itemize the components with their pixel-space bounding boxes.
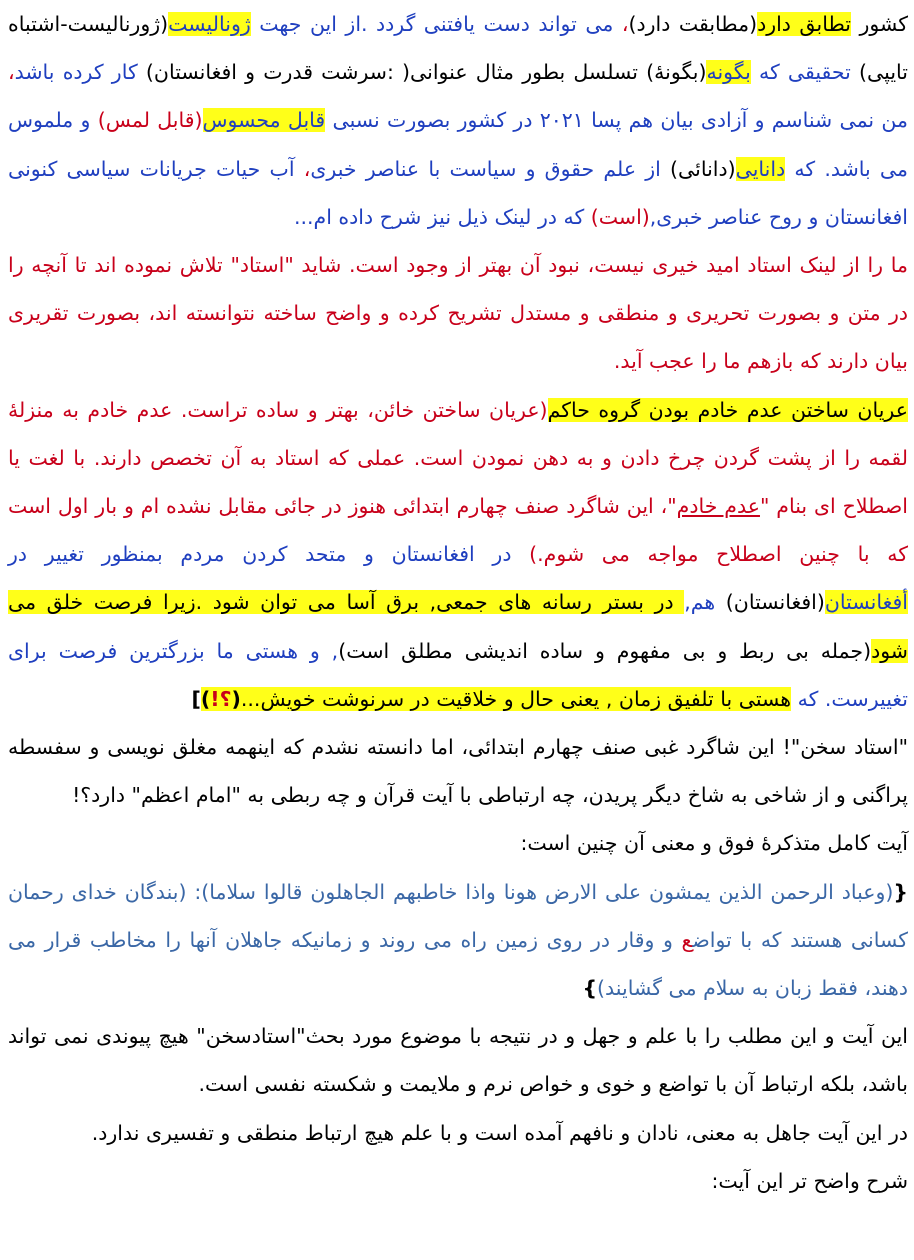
paragraph <box>8 386 908 723</box>
highlighted-text: أفغانستان <box>824 590 908 615</box>
highlighted-text: دانایی <box>735 156 786 181</box>
text-segment: آب حیات جریانات سیاسی کنونی افغانستان و روح عناصر خبری, <box>8 156 908 229</box>
highlighted-text: ( <box>231 686 241 711</box>
highlighted-text: ؟! <box>210 686 232 711</box>
highlighted-text: تطابق دارد <box>757 12 851 36</box>
text-segment: کار کرده باشد <box>14 60 146 85</box>
text-segment: ما را از لینک استاد امید خیری نیست، نبود آن بهتر از وجود است. شاید "استاد" تلاش نموده اند تا آنچه را در متن و بصورت تحریری و منطقی و مستدل تشریح کرده و واضح ساخته نتوانسته اند، بصورت تقریری بیان دارند که بازهم ما را عجب آید. <box>8 253 908 374</box>
text-segment: از علم حقوق و سیاست با عناصر خبری <box>310 156 671 181</box>
text-segment: تسلسل بطور مثال عنوانی( :سرشت قدرت و افغانستان) <box>145 60 647 85</box>
text-segment: و وقار در روی زمین راه می روند و زمانیکه جاهلان آنها را مخاطب قرار می دهند، فقط زبان به سلام می گشایند) <box>8 927 908 1001</box>
text-segment: در این آیت جاهل به معنی، نادان و نافهم آمده است و با علم هیچ ارتباط منطقی و تفسیری ندارد. <box>91 1120 908 1145</box>
text-segment: ع <box>681 927 693 952</box>
text-segment: شرح واضح تر این آیت: <box>711 1168 908 1193</box>
text-segment: با لغت یا اصطلاح ای بنام " <box>8 445 908 519</box>
text-segment: (بگونهٔ) <box>646 60 707 85</box>
text-segment: و ملموس می باشد. که <box>8 108 908 181</box>
paragraph <box>8 241 908 386</box>
text-segment: (عریان ساختن خائن، بهتر و ساده تراست. عدم خادم به منزلهٔ لقمه را از پشت گردن چرخ دادن و به دهن نمودن است. عملی که استاد به آن تخصص دارند. <box>8 397 908 470</box>
paragraph <box>8 0 908 241</box>
text-segment: این آیت و این مطلب را با علم و جهل و در نتیجه با موضوع مورد بحث"استادسخن" هیچ پیوندی نمی تواند باشد، بلکه ارتباط آن با تواضع و خوی و خواص نرم و ملایمت و شکسته نفسی است. <box>8 1024 908 1097</box>
text-segment: ، <box>294 156 311 181</box>
text-segment: , و هستی ما بزرگترین فرصت برای تغییرست. که <box>8 638 908 711</box>
text-segment: (وعباد الرحمن الذین یمشون علی الارض هونا واذا خاطبهم الجاهلون قالوا سلاما): (بندگان خدای رحمان کسانی هستند که با تواض <box>8 879 908 952</box>
text-segment: تحقیقی که <box>750 60 860 85</box>
highlighted-text: در بستر رسانه های جمعی, برق آسا می توان شود .زیرا فرصت خلق می شود <box>8 590 908 663</box>
text-segment: (ژورنالیست-اشتباه تایپی) <box>8 12 908 85</box>
text-segment: در افغانستان و متحد کردن مردم بمنظور تغییر در <box>8 542 530 567</box>
text-segment: { <box>893 879 908 904</box>
highlighted-text: بگونه <box>706 60 751 85</box>
highlighted-text: عریان ساختن عدم خادم بودن گروه حاکم <box>547 397 908 422</box>
paragraph <box>8 1109 908 1157</box>
highlighted-text: ) <box>200 686 211 711</box>
text-segment: (جمله بی ربط و بی مفهوم و ساده اندیشی مطلق است) <box>338 638 872 663</box>
text-segment: (قابل لمس) <box>97 108 203 133</box>
text-segment: ] <box>191 686 201 711</box>
text-segment: کشور <box>850 12 908 36</box>
text-segment: عدم خادم <box>676 494 760 519</box>
text-segment: من نمی شناسم و آزادی بیان هم پسا ۲۰۲۱ در کشور بصورت نسبی <box>325 108 908 133</box>
text-segment: "، این شاگرد صنف چهارم ابتدائی هنوز در جائی مقابل نشده ام و بار اول است که با چنین اصطلاح مواجه می شوم.) <box>8 494 908 567</box>
paragraph <box>8 1157 908 1205</box>
text-segment: (است) <box>590 204 650 229</box>
text-segment: ، <box>8 60 15 85</box>
text-segment: ، <box>613 12 629 36</box>
text-segment: (افغانستان) <box>725 590 825 615</box>
text-segment: که در لینک ذیل نیز شرح داده ام... <box>293 204 591 229</box>
text-segment: آیت کامل متذکرهٔ فوق و معنی آن چنین است: <box>520 831 908 856</box>
highlighted-text: هستی با تلفیق زمان , یعنی حال و خلاقیت در سرنوشت خویش... <box>240 686 792 711</box>
paragraph <box>8 819 908 867</box>
text-segment: می تواند دست یافتنی گردد .از این جهت <box>250 12 614 36</box>
paragraph <box>8 868 908 1013</box>
highlighted-text: ژونالیست <box>168 12 251 36</box>
text-segment: (مطابقت دارد) <box>628 12 758 36</box>
text-segment: هم, <box>684 590 726 615</box>
paragraph <box>8 723 908 819</box>
text-segment: "استاد سخن"! این شاگرد غبی صنف چهارم ابتدائی، اما دانسته نشدم که اینهمه مغلق نویسی و سفسطه پراگنی و از شاخی به شاخ دیگر پریدن، چه ارتباطی با آیت قرآن و چه ربطی به "امام اعظم" دارد؟! <box>8 735 908 808</box>
text-segment: (دانائی) <box>670 156 736 181</box>
text-segment: } <box>582 976 598 1001</box>
highlighted-text: قابل محسوس <box>202 108 326 133</box>
paragraph <box>8 1012 908 1108</box>
